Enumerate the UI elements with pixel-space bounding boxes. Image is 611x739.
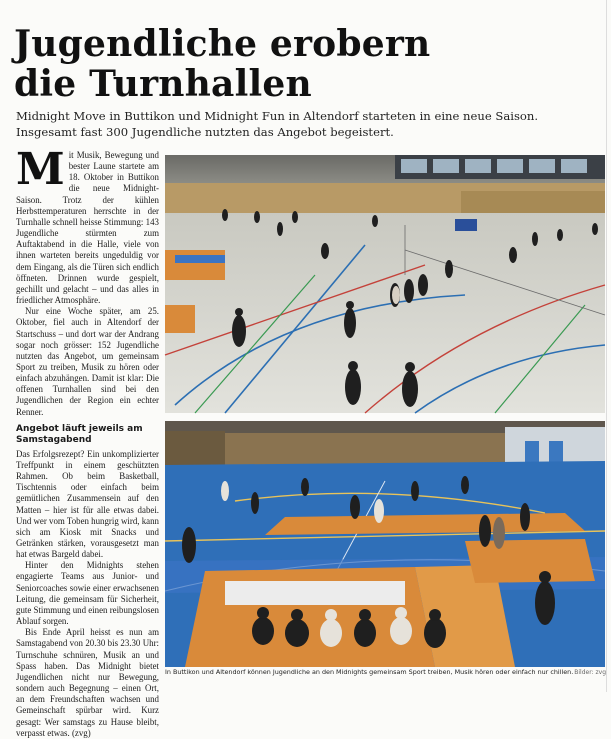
article-lead: Midnight Move in Buttikon und Midnight Fun in Altendorf starteten in eine neue Saison. Insgesamt fast 300 Jugendliche nutzten das Angebot begeistert. [16,109,539,139]
article-body [16,144,159,739]
paragraph-1-text: it Musik, Bewegung und bester Laune startete am 18. Oktober in Buttikon die neue Midnight-Saison. Trotz der kühlen Herbsttemperaturen herrschte in der Turnhalle schnell heisse Stimmung: 143 Jugendliche stürmten zum Auftaktabend in die Halle, viele von ihnen warteten bereits ungeduldig vor dem Eingang, als die Türen sich endlich öffneten. Drinnen wurde gespielt, gechillt und gelacht – und das alles in friedlicher Atmosphäre. [16,150,159,306]
body-paragraph-3: Das Erfolgsrezept? Ein unkomplizierter Treffpunkt in einem geschützten Rahmen. Ob beim Basketball, Tischtennis oder einfach beim gemütlichen Zusammensein auf den Matten – hier ist für alle etwas dabei. Und wer vom Toben hungrig wird, kann sich am Kiosk mit Snacks und Getränken stärken, vorausgesetzt man hat etwas Bargeld dabei. [16,448,159,560]
photo-gym-buttikon [165,155,605,413]
photo-credit: Bilder: zvg [574,669,606,676]
page-edge-divider [606,0,607,692]
photo-gym-altendorf [165,421,605,667]
body-paragraph-1 [16,144,159,306]
gym-photo-top [165,155,605,413]
photo-caption: In Buttikon und Altendorf können Jugendliche an den Midnights gemeinsam Sport treiben, Musik hören oder einfach nur chillen. [165,668,574,676]
article-subhead: Angebot läuft jeweils am Samstagabend [16,423,143,445]
body-paragraph-5: Bis Ende April heisst es nun am Samstagabend von 20.30 bis 23.30 Uhr: Turnschuhe schnüren, Musik an und Spass haben. Das Midnight bietet Jugendlichen nicht nur Bewegung, sondern auch Begegnung – einen Ort, an dem Freundschaften wachsen und Gemeinschaft spürbar wird. Kurz gesagt: Wer samstags zu Hause bleibt, verpasst etwas. (zvg) [16,627,159,738]
headline-line-2: die Turnhallen [14,63,312,105]
headline-line-1: Jugendliche erobern [14,23,431,65]
drop-cap: M [16,144,65,195]
body-paragraph-4: Hinter den Midnights stehen engagierte Teams aus Junior- und Seniorcoaches sowie einer erwachsenen Leitung, die gemeinsam für Sicherheit, gute Stimmung und einen reibungslosen Ablauf sorgen. [16,560,159,627]
article-headline [14,24,604,104]
body-paragraph-2: Nur eine Woche später, am 25. Oktober, fiel auch in Altendorf der Startschuss – und dort war der Andrang sogar noch grösser: 152 Jugendliche nutzten das Angebot, um gemeinsam Sport zu treiben, Musik zu hören oder einfach abzuhängen. Damit ist klar: Die offenen Turnhallen sind bei den Jugendlichen der Region ein echter Renner. [16,306,159,417]
gym-photo-bottom [165,421,605,667]
